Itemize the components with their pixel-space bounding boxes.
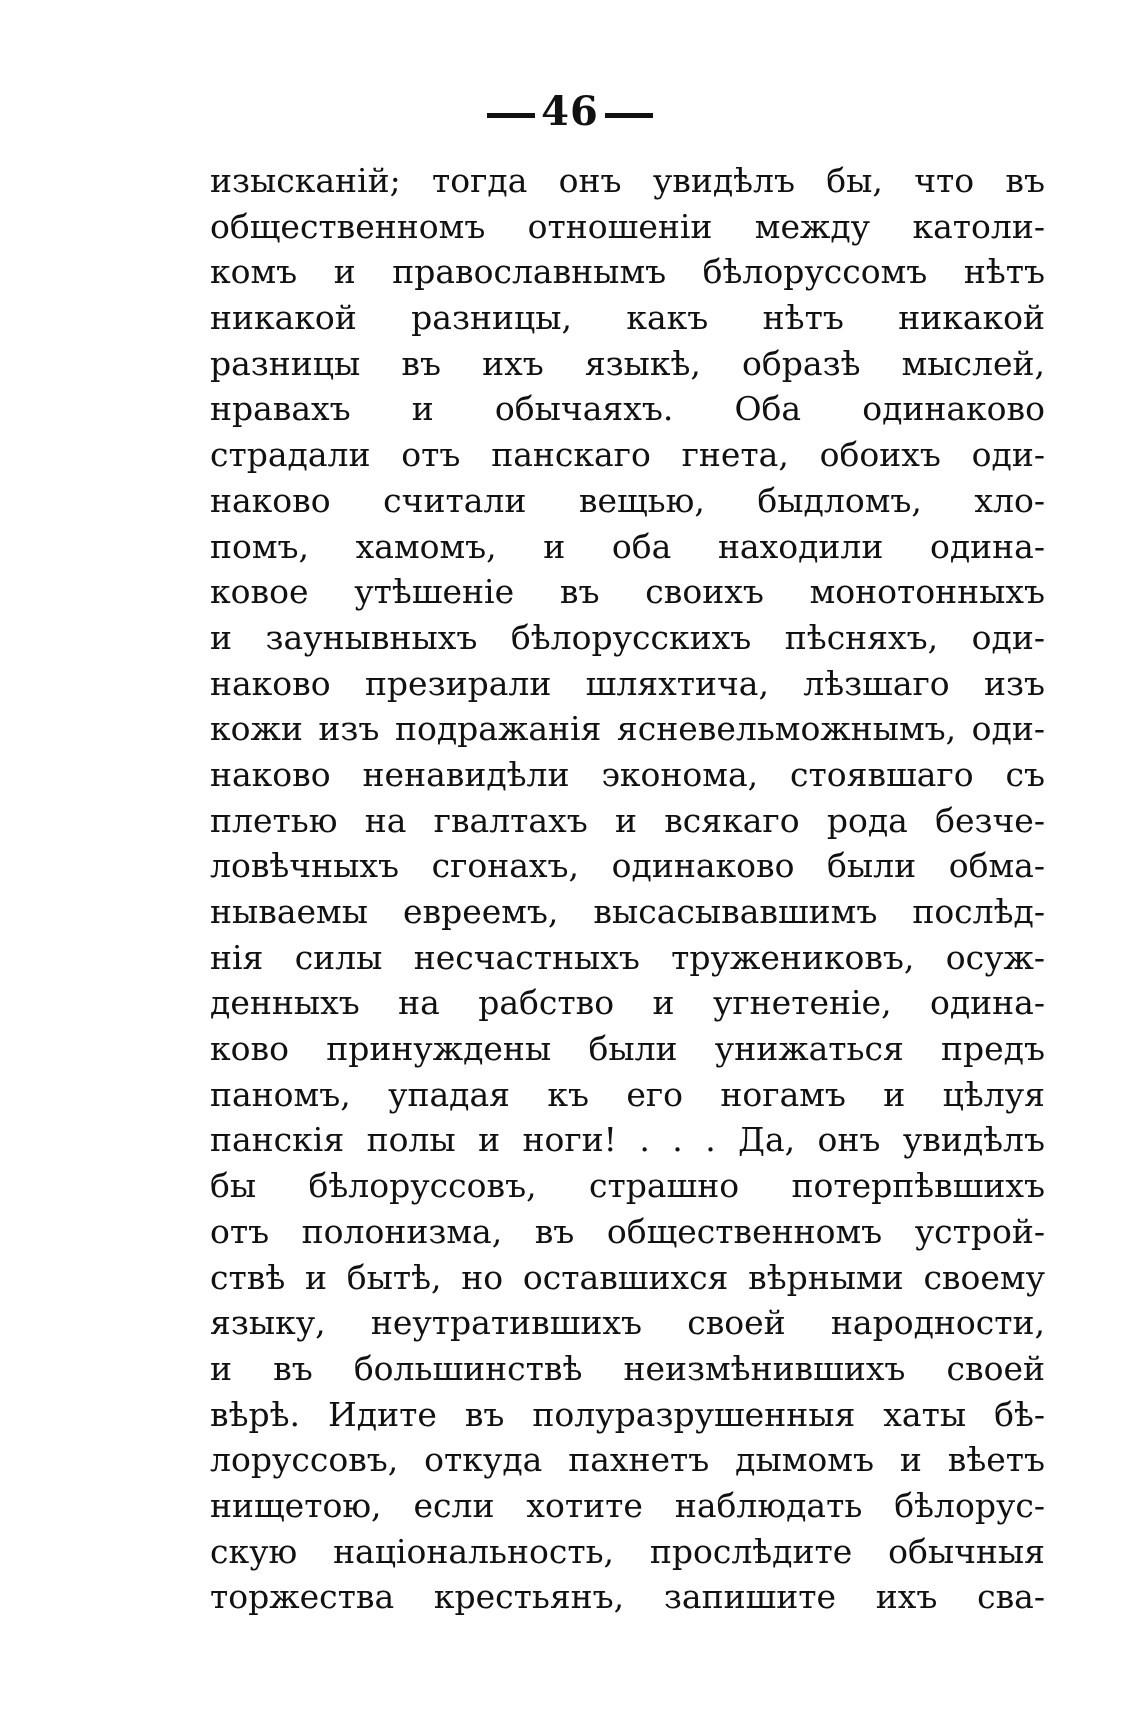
- header-dash-left: [487, 113, 535, 118]
- text-line: наково считали вещью, быдломъ, хло-: [210, 480, 1045, 520]
- text-line: паномъ, упадая къ его ногамъ и цѣлуя: [210, 1074, 1045, 1114]
- text-line: лоруссовъ, откуда пахнетъ дымомъ и вѣетъ: [210, 1440, 1045, 1480]
- text-line: вѣрѣ. Идите въ полуразрушенныя хаты бѣ-: [210, 1394, 1045, 1434]
- text-line: разницы въ ихъ языкѣ, образѣ мыслей,: [210, 343, 1045, 383]
- text-line: денныхъ на рабство и угнетеніе, одина-: [210, 983, 1045, 1023]
- text-line: отъ полонизма, въ общественномъ устрой-: [210, 1211, 1045, 1251]
- text-line: нищетою, если хотите наблюдать бѣлорус-: [210, 1485, 1045, 1525]
- page-header: [0, 82, 1140, 142]
- text-line: и въ большинствѣ неизмѣнившихъ своей: [210, 1348, 1045, 1388]
- text-line: комъ и православнымъ бѣлоруссомъ нѣтъ: [210, 252, 1045, 292]
- text-line: наково презирали шляхтича, лѣзшаго изъ: [210, 663, 1045, 703]
- text-line: плетью на гвалтахъ и всякаго рода безче-: [210, 800, 1045, 840]
- text-line: изысканій; тогда онъ увидѣлъ бы, что въ: [210, 161, 1045, 200]
- text-line: скую національность, прослѣдите обычныя: [210, 1531, 1045, 1571]
- page-number: 46: [541, 88, 599, 135]
- text-line: нываемы евреемъ, высасывавшимъ послѣд-: [210, 892, 1045, 931]
- header-dash-right: [605, 113, 653, 118]
- text-line: торжества крестьянъ, запишите ихъ сва-: [210, 1577, 1045, 1617]
- body-text: [210, 158, 1045, 1620]
- text-line: нія силы несчастныхъ тружениковъ, осуж-: [210, 937, 1045, 977]
- text-line: помъ, хамомъ, и оба находили одина-: [210, 526, 1045, 566]
- text-line: ковое утѣшеніе въ своихъ монотонныхъ: [210, 572, 1045, 612]
- text-line: общественномъ отношеніи между католи-: [210, 206, 1045, 246]
- text-line: и заунывныхъ бѣлорусскихъ пѣсняхъ, оди-: [210, 617, 1045, 657]
- text-line: языку, неутратившихъ своей народности,: [210, 1303, 1045, 1343]
- text-line: нравахъ и обычаяхъ. Оба одинаково: [210, 389, 1045, 429]
- text-line: ствѣ и бытѣ, но оставшихся вѣрными своему: [210, 1257, 1045, 1297]
- text-line: никакой разницы, какъ нѣтъ никакой: [210, 298, 1045, 338]
- text-line: ловѣчныхъ сгонахъ, одинаково были обма-: [210, 846, 1045, 886]
- text-line: кожи изъ подражанія ясневельможнымъ, оди-: [210, 709, 1045, 749]
- text-line: бы бѣлоруссовъ, страшно потерпѣвшихъ: [210, 1166, 1045, 1206]
- text-line: страдали отъ панскаго гнета, обоихъ оди-: [210, 435, 1045, 475]
- text-line: панскія полы и ноги! . . . Да, онъ увидѣлъ: [210, 1120, 1045, 1160]
- text-line: наково ненавидѣли эконома, стоявшаго съ: [210, 754, 1045, 794]
- text-line: ково принуждены были унижаться предъ: [210, 1029, 1045, 1069]
